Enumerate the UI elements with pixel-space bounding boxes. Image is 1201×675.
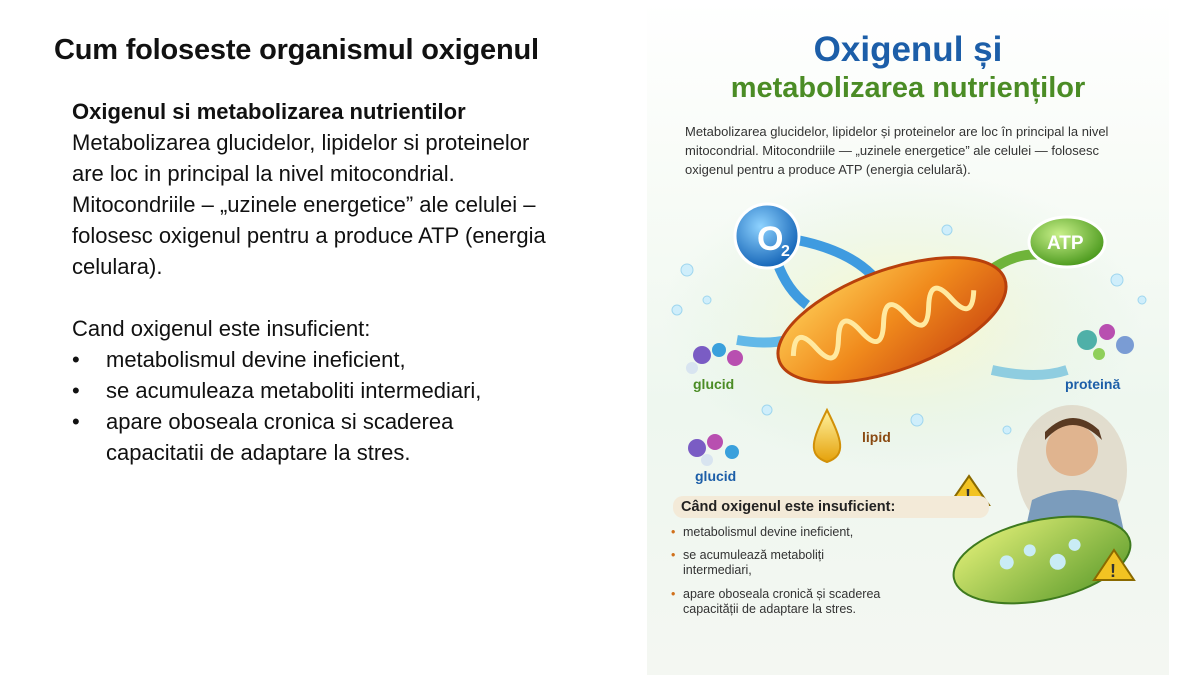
label-glucid-2: glucid (695, 468, 737, 484)
warning-bullet: • metabolismul devine ineficient, (683, 525, 943, 540)
bullet-item: • metabolismul devine ineficient, (72, 344, 552, 375)
warning-heading: Când oxigenul este insuficient: (673, 496, 989, 518)
label-lipid: lipid (862, 429, 891, 445)
infographic-image (647, 0, 1169, 675)
slide-title: Cum foloseste organismul oxigenul (54, 34, 539, 66)
bullet-item: • se acumuleaza metaboliti intermediari, (72, 375, 552, 406)
bullet-item: • apare oboseala cronica si scaderea capacitatii de adaptare la stres. (72, 406, 552, 468)
infographic-intro: Metabolizarea glucidelor, lipidelor și proteinelor are loc în principal la nivel mitocondrial. Mitocondriile — „uzinele energetice” ale celulei — folosesc oxigenul pentru a produce ATP (energia celulară). (685, 124, 1109, 177)
label-protein: proteină (1065, 376, 1121, 392)
glucid-molecule-icon-2 (688, 434, 739, 466)
bullet-list (72, 344, 552, 468)
body-paragraph: Metabolizarea glucidelor, lipidelor si proteinelor are loc in principal la nivel mitocondrial. Mitocondriile – „uzinele energetice” ale celulei – folosesc oxigenul pentru a produce ATP (energia celulara). (72, 130, 546, 279)
o2-label: O (757, 220, 784, 258)
label-glucid: glucid (693, 376, 735, 392)
insufficient-heading: Cand oxigenul este insuficient: (72, 316, 371, 341)
infographic-title: Oxigenul și (813, 30, 1003, 69)
o2-subscript: 2 (781, 243, 790, 260)
warning-bullet: • se acumulează metaboliți intermediari, (683, 548, 883, 578)
atp-label: ATP (1047, 233, 1084, 254)
warning-bullet: • apare oboseala cronică și scaderea capacității de adaptare la stres. (683, 587, 933, 617)
infographic-subtitle: metabolizarea nutrienților (730, 72, 1086, 104)
subheading: Oxigenul si metabolizarea nutrientilor (72, 99, 466, 124)
svg-text:!: ! (1110, 561, 1116, 581)
slide-body (72, 96, 552, 468)
